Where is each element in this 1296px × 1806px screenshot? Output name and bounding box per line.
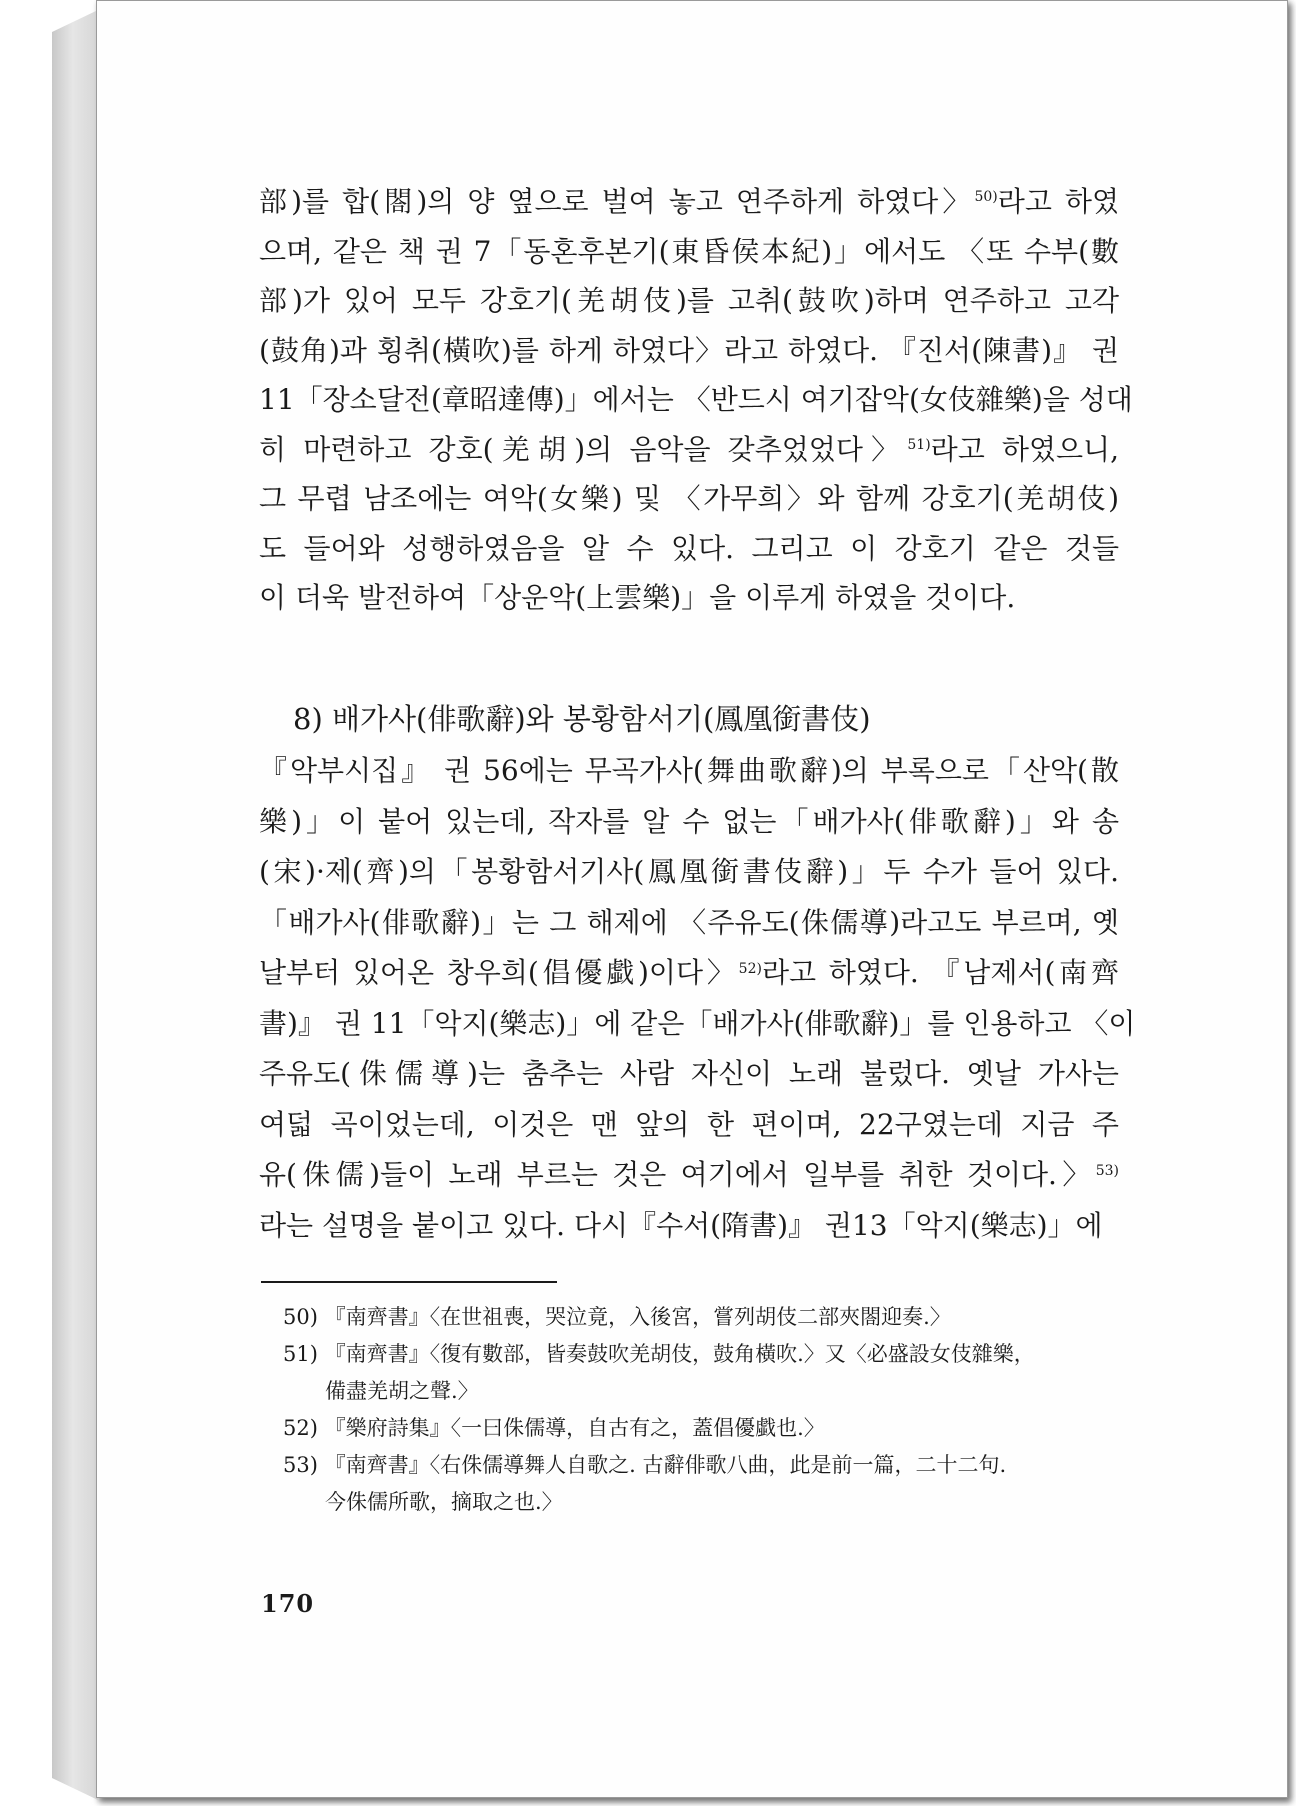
text-line: 書)』 권 11「악지(樂志)」에 같은「배가사(俳歌辭)」를 인용하고 〈이: [259, 1006, 1136, 1040]
text-line: 樂)」이 붙어 있는데, 작자를 알 수 없는「배가사(俳歌辭)」와 송: [259, 804, 1119, 838]
text-line: (宋)·제(齊)의「봉황함서기사(鳳凰銜書伎辭)」두 수가 들어 있다.: [259, 855, 1119, 888]
text-line: 여덟 곡이었는데, 이것은 맨 앞의 한 편이며, 22구였는데 지금 주: [259, 1107, 1119, 1141]
text-line: 유(侏儒)들이 노래 부르는 것은 여기에서 일부를 취한 것이다.〉$^{53)}$: [259, 1158, 1119, 1191]
text-line: 주유도(侏儒導)는 춤추는 사람 자신이 노래 불렀다. 옛날 가사는: [259, 1057, 1119, 1090]
footnote-53-continued: 今侏儒所歌，摘取之也.〉: [325, 1490, 563, 1514]
text-line: 「배가사(俳歌辭)」는 그 해제에 〈주유도(侏儒導)라고도 부르며, 옛: [259, 905, 1119, 939]
section-title: 8) 배가사(俳歌辭)와 봉황함서기(鳳凰銜書伎): [293, 702, 871, 736]
text-line: 으며, 같은 책 권 7「동혼후본기(東昏侯本紀)」에서도 〈또 수부(數: [259, 234, 1119, 268]
text-line: 이 더욱 발전하여「상운악(上雲樂)」을 이루게 하였을 것이다.: [259, 581, 1016, 614]
text-line: 그 무렵 남조에는 여악(女樂) 및 〈가무희〉와 함께 강호기(羌胡伎): [259, 482, 1119, 515]
text-line: 도 들어와 성행하였음을 알 수 있다. 그리고 이 강호기 같은 것들: [259, 531, 1119, 565]
text-line: (鼓角)과 횡취(橫吹)를 하게 하였다〉라고 하였다. 『진서(陳書)』 권: [259, 333, 1119, 367]
paragraph-1: [259, 177, 1133, 623]
page-number: 170: [261, 1589, 315, 1618]
footnote-52: 52) 『樂府詩集』〈一曰侏儒導，自古有之，蓋倡優戱也.〉: [283, 1416, 825, 1440]
footnote-divider: [261, 1281, 557, 1283]
footnote-ref[interactable]: 51): [907, 436, 931, 453]
text-line: 11「장소달전(章昭達傳)」에서는 〈반드시 여기잡악(女伎雜樂)을 성대: [259, 383, 1133, 416]
footnote-50: 50) 『南齊書』〈在世祖喪，哭泣竟，入後宮，嘗列胡伎二部夾閤迎奏.〉: [283, 1305, 951, 1329]
text-line: 部)가 있어 모두 강호기(羌胡伎)를 고취(鼓吹)하며 연주하고 고각: [259, 284, 1119, 317]
footnote-51-continued: 備盡羌胡之聲.〉: [325, 1379, 479, 1403]
footnotes: [283, 1299, 1123, 1521]
paragraph-2: [259, 746, 1136, 1251]
footnote-ref[interactable]: 50): [974, 189, 998, 205]
text-line: 『악부시집』 권 56에는 무곡가사(舞曲歌辭)의 부록으로「산악(散: [259, 754, 1119, 787]
footnote-ref[interactable]: 52): [738, 961, 762, 977]
book-page: [96, 0, 1288, 1798]
footnote-ref[interactable]: 53): [1095, 1163, 1119, 1179]
text-line: 날부터 있어온 창우희(倡優戱)이다〉$^{52)}$라고 하였다. 『남제서(南齊: [259, 956, 1119, 989]
text-line: 라는 설명을 붙이고 있다. 다시『수서(隋書)』 권13「악지(樂志)」에: [259, 1208, 1103, 1242]
footnote-51: 51) 『南齊書』〈復有數部，皆奏鼓吹羌胡伎，鼓角橫吹.〉又〈必盛設女伎雜樂，: [283, 1342, 1035, 1366]
footnote-53: 53) 『南齊書』〈右侏儒導舞人自歌之. 古辭俳歌八曲，此是前一篇，二十二句.: [283, 1453, 1007, 1477]
text-line: 히 마련하고 강호(羌胡)의 음악을 갖추었었다〉$^{51)}$라고 하였으니,: [259, 432, 1119, 466]
book-spine: [52, 10, 98, 1800]
text-line: 部)를 합(閤)의 양 옆으로 벌여 놓고 연주하게 하였다〉$^{50)}$라고 하였: [259, 185, 1119, 218]
